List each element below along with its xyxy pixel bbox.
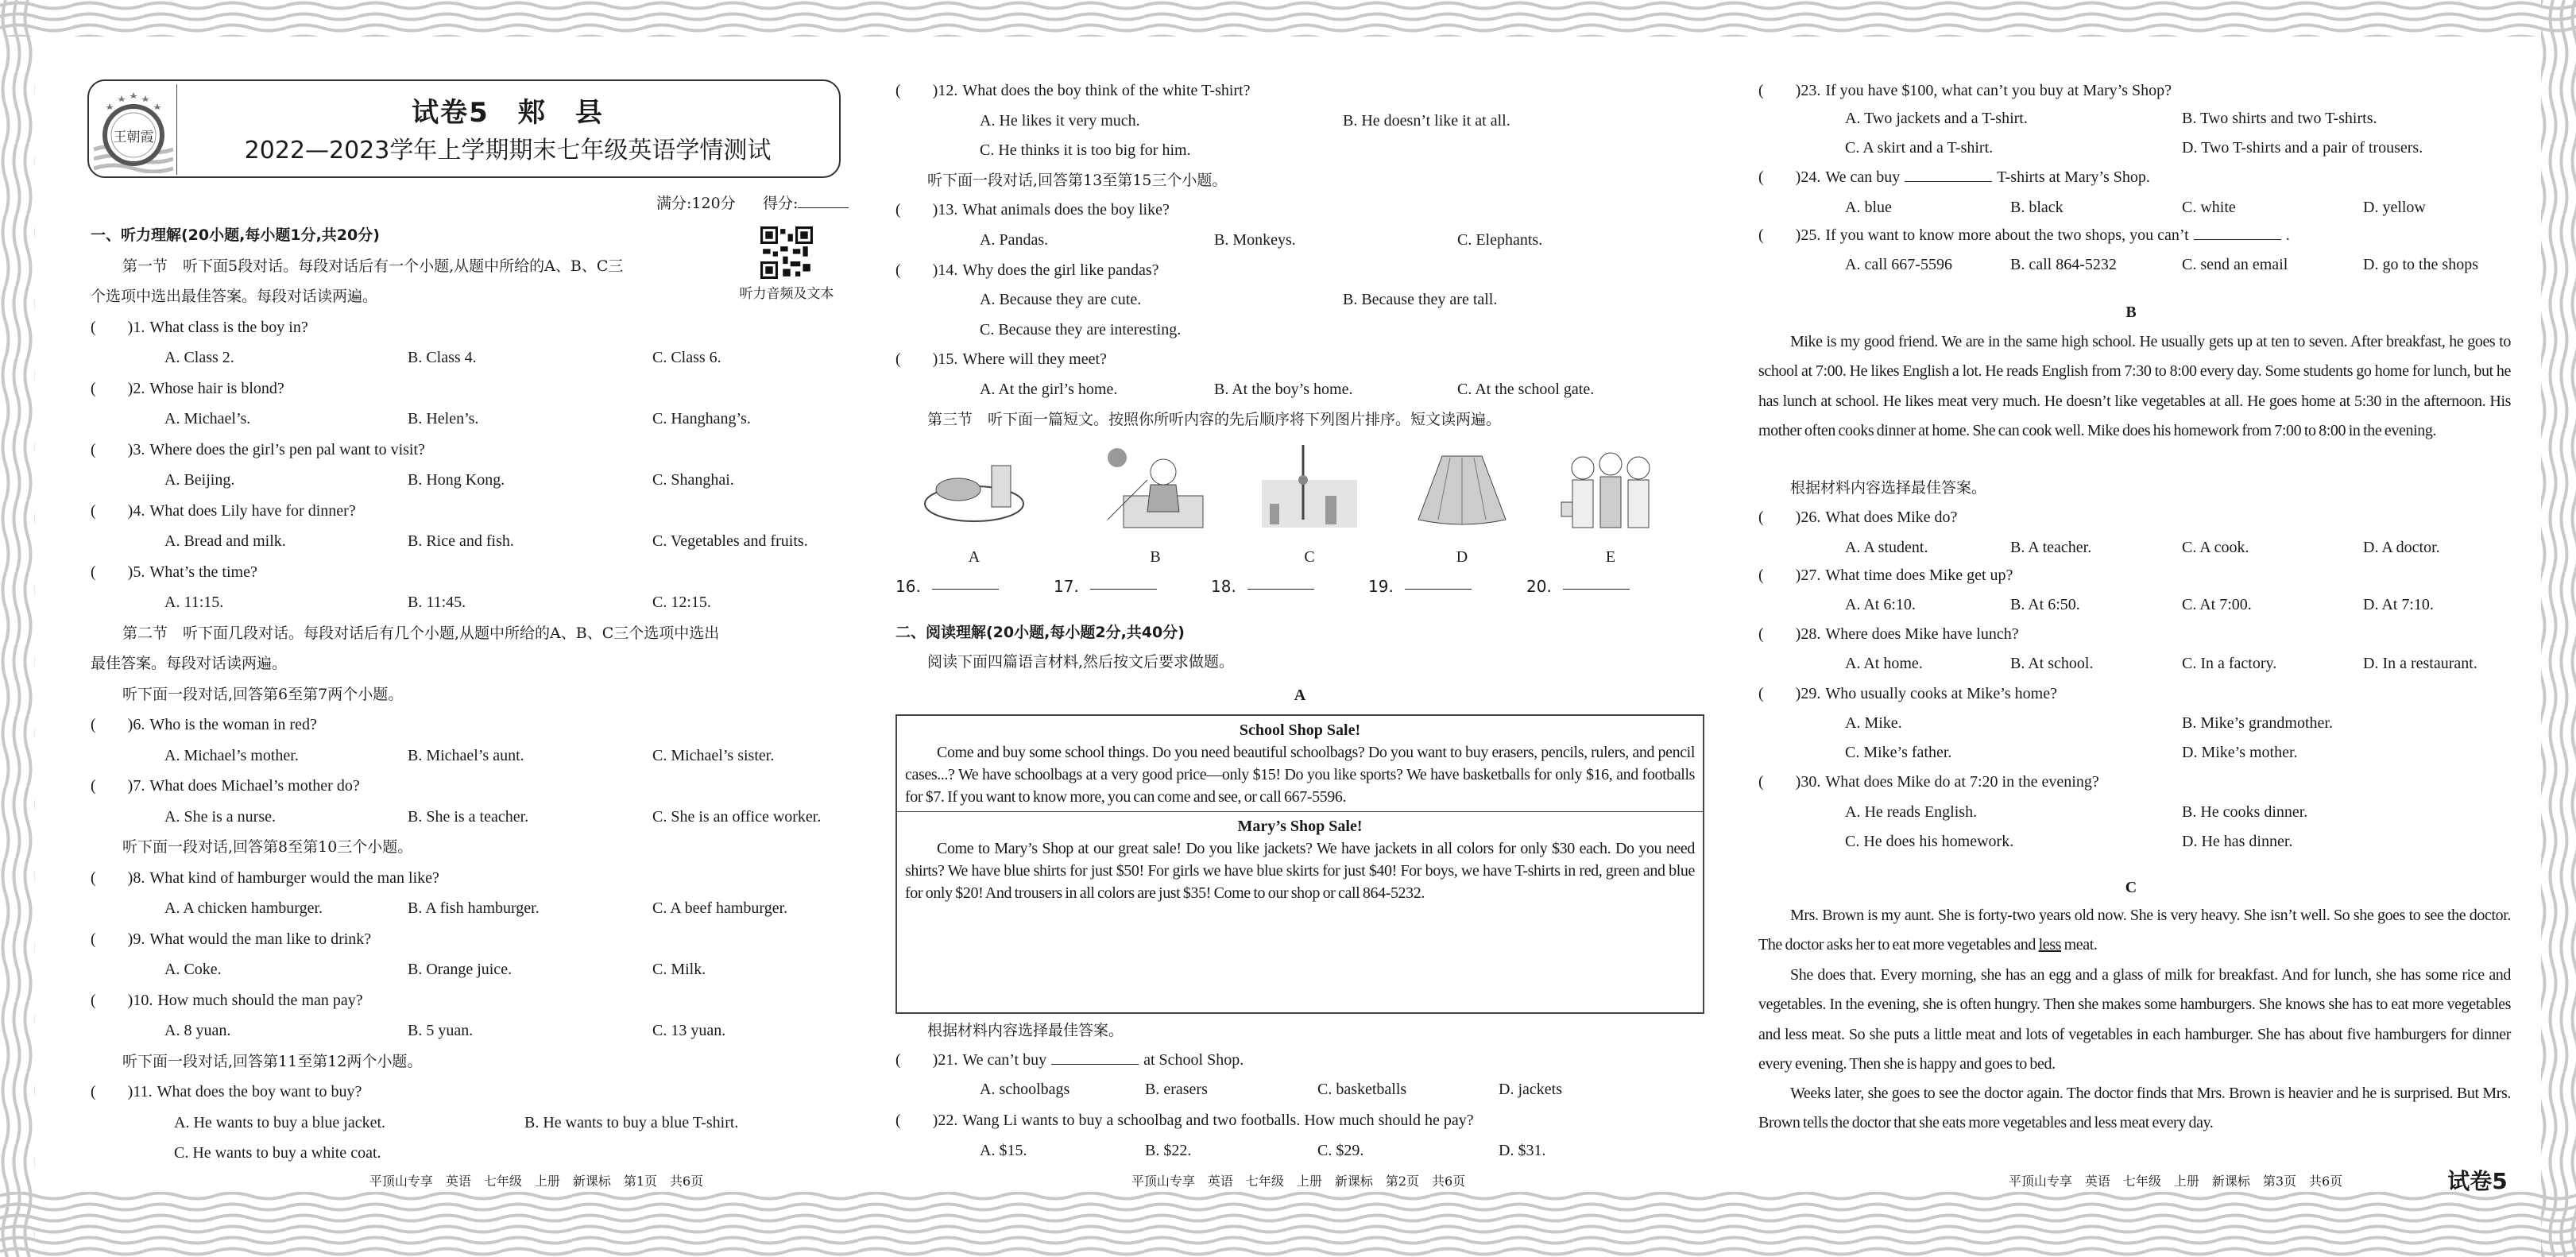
option-d[interactable]: D. go to the shops (2363, 256, 2478, 273)
question-24 (1758, 162, 2150, 192)
option-a[interactable]: A. Coke. (164, 961, 222, 978)
reading-instructions: 阅读下面四篇语言材料,然后按文后要求做题。 (927, 653, 1235, 671)
option-c[interactable]: C. Milk. (652, 961, 706, 978)
ad-text: Come and buy some school things. Do you need beautiful schoolbags? Do you want to buy erasers, pencils, rulers, and pencil cases...? We have schoolbags at a very good price—only $15! Do you like sports? We have basketballs for only $16, and footballs for $7. If you want to know more, you can come and see, or call 667-5596. (905, 744, 1695, 806)
option-a[interactable]: A. He wants to buy a blue jacket. (174, 1113, 386, 1131)
question-26 (1758, 502, 1957, 532)
answer-bracket-open[interactable]: ( (91, 777, 96, 795)
option-a[interactable]: A. 8 yuan. (164, 1022, 231, 1039)
question-number: 14. (938, 261, 958, 279)
part2-instructions: 最佳答案。每段对话读两遍。 (91, 655, 288, 672)
answer-bracket-close: ) (127, 440, 133, 458)
question-5 (91, 557, 257, 587)
option-b[interactable]: B. A fish hamburger. (408, 899, 540, 917)
answer-bracket-open[interactable]: ( (895, 350, 901, 369)
answer-line-wrap[interactable] (1398, 571, 1472, 601)
answer-blank-20: 20. (1526, 577, 1552, 596)
fill-blank[interactable] (2194, 223, 2281, 240)
question-7 (91, 771, 360, 801)
option-d[interactable]: D. Mike’s mother. (2182, 744, 2298, 761)
question-text: We can buy (1825, 168, 1901, 186)
ad-text: Come to Mary’s Shop at our great sale! Do you like jackets? We have jackets in all colors for only $30 each. Do you need shirts? We have blue shirts for just $50! For girls we have blue skirts for just $40! For boys, we have T-shirts in red, green and blue for only $20! And trousers in all colors are just $35! Come to our shop or call 864-5232. (905, 840, 1695, 902)
fill-blank[interactable] (1905, 165, 1992, 182)
option-b[interactable]: B. At the boy’s home. (1214, 381, 1353, 398)
question-text: If you want to know more about the two shops, you can’t (1825, 226, 2189, 244)
option-b[interactable]: B. He wants to buy a blue T-shirt. (524, 1113, 739, 1131)
option-b[interactable]: B. 11:45. (408, 594, 466, 611)
option-c[interactable]: C. A skirt and a T-shirt. (1845, 139, 1994, 157)
question-number: 6. (133, 716, 145, 733)
question-number: 5. (133, 563, 145, 581)
option-a[interactable]: A. A student. (1845, 539, 1928, 556)
text: meat. (2061, 936, 2098, 954)
question-text: Who usually cooks at Mike’s home? (1825, 685, 2057, 702)
question-number: 1. (133, 318, 145, 336)
answer-line[interactable] (1405, 573, 1472, 590)
option-a[interactable]: A. Michael’s. (164, 410, 251, 427)
ad-title: School Shop Sale! (1239, 721, 1361, 739)
question-text: Where does the girl’s pen pal want to visit? (149, 440, 425, 458)
question-text: We can’t buy (962, 1051, 1047, 1069)
option-b[interactable]: B. At 6:50. (2010, 596, 2080, 613)
question-text: How much should the man pay? (157, 991, 363, 1009)
answer-bracket-open[interactable]: ( (1758, 226, 1764, 244)
option-b[interactable]: B. She is a teacher. (408, 807, 529, 826)
answer-bracket-open[interactable]: ( (1758, 625, 1764, 643)
option-b[interactable]: B. $22. (1145, 1142, 1192, 1159)
option-a[interactable]: A. He likes it very much. (980, 111, 1140, 130)
answer-bracket-open[interactable]: ( (91, 501, 96, 520)
exam-header (87, 79, 841, 178)
option-b[interactable]: B. Because they are tall. (1343, 291, 1498, 309)
answer-bracket-close: ) (932, 350, 938, 369)
answer-bracket-close: ) (1795, 168, 1801, 186)
question-number: 11. (133, 1083, 153, 1100)
answer-bracket-close: ) (127, 379, 133, 397)
option-c[interactable]: C. She is an office worker. (652, 807, 822, 826)
question-text: What does Lily have for dinner? (149, 501, 356, 520)
section-listening-title: 一、听力理解(20小题,每小题1分,共20分) (91, 226, 380, 244)
answer-blank-17: 17. (1054, 577, 1079, 596)
qr-label: 听力音频及文本 (739, 286, 834, 302)
answer-bracket-open[interactable]: ( (1758, 509, 1764, 526)
girl-waking-up-picture (1100, 440, 1211, 539)
passage-a-label: A (1294, 687, 1306, 704)
option-c[interactable]: C. $29. (1317, 1142, 1364, 1159)
option-c[interactable]: C. Vegetables and fruits. (652, 532, 808, 550)
exam-subtitle: 2022—2023学年上学期期末七年级英语学情测试 (244, 137, 772, 164)
passage-b-label: B (2125, 304, 2137, 321)
option-a[interactable]: A. Class 2. (164, 349, 234, 366)
question-text: What would the man like to drink? (149, 930, 372, 948)
question-text: What does Mike do? (1825, 509, 1958, 526)
question-text: What does Mike do at 7:20 in the evening? (1825, 773, 2099, 791)
text: Mrs. Brown is my aunt. She is forty-two years old now. She is very heavy. She isn’t well. So she goes to see the doctor. The doctor asks her to eat more vegetables and (1758, 907, 2511, 954)
answer-line-wrap[interactable] (1084, 571, 1157, 601)
option-a[interactable]: A. schoolbags (980, 1081, 1070, 1098)
question-6 (91, 710, 317, 740)
question-text: Whose hair is blond? (149, 379, 284, 397)
picture-label: C (1304, 548, 1315, 566)
option-a[interactable]: A. Michael’s mother. (164, 746, 299, 764)
question-number: 26. (1800, 509, 1821, 526)
option-b[interactable]: B. call 864-5232 (2010, 256, 2117, 273)
answer-bracket-open[interactable]: ( (91, 563, 96, 581)
part3-instructions: 第三节 听下面一篇短文。按照你所听内容的先后顺序将下列图片排序。短文读两遍。 (927, 410, 1502, 428)
question-2 (91, 373, 284, 404)
ad-title: Mary’s Shop Sale! (1237, 818, 1363, 835)
girls-shopping-picture (1555, 440, 1666, 539)
answer-bracket-close: ) (932, 1051, 938, 1069)
option-b[interactable]: B. black (2010, 199, 2064, 216)
school-shop-ad (897, 716, 1703, 808)
question-number: 24. (1800, 168, 1821, 186)
reading-prompt: 根据材料内容选择最佳答案。 (927, 1022, 1124, 1039)
question-number: 21. (938, 1051, 958, 1069)
option-b[interactable]: B. Helen’s. (408, 410, 479, 427)
question-text: What animals does the boy like? (962, 201, 1170, 219)
exam-title: 试卷5 郏 县 (412, 97, 604, 129)
paper-number-label: 试卷5 (2447, 1168, 2508, 1194)
option-a[interactable]: A. Two jackets and a T-shirt. (1845, 110, 2028, 127)
question-1 (91, 312, 308, 342)
option-b[interactable]: B. 5 yuan. (408, 1022, 474, 1039)
option-b[interactable]: B. Rice and fish. (408, 532, 514, 550)
question-text: Wang Li wants to buy a schoolbag and two footballs. How much should he pay? (962, 1112, 1474, 1129)
question-number: 30. (1800, 773, 1821, 791)
question-30 (1758, 767, 2099, 797)
page-footer: 平顶山专享 英语 七年级 上册 新课标 第1页 共6页 (369, 1174, 704, 1189)
answer-bracket-open[interactable]: ( (91, 440, 96, 458)
answer-bracket-close: ) (127, 868, 133, 887)
question-11 (91, 1077, 362, 1107)
question-text: What does the boy want to buy? (157, 1083, 362, 1100)
answer-bracket-open[interactable]: ( (1758, 567, 1764, 584)
option-b[interactable]: B. Michael’s aunt. (408, 746, 524, 764)
question-21 (895, 1045, 1244, 1075)
question-9 (91, 924, 371, 954)
question-22 (895, 1105, 1474, 1135)
option-b[interactable]: B. Hong Kong. (408, 471, 505, 489)
option-a[interactable]: A. Mike. (1845, 714, 1902, 732)
question-number: 22. (938, 1112, 958, 1129)
full-score: 满分:120分 (656, 195, 736, 212)
option-a[interactable]: A. A chicken hamburger. (164, 899, 323, 917)
question-text: Where does Mike have lunch? (1825, 625, 2019, 643)
option-c[interactable]: C. A beef hamburger. (652, 899, 788, 917)
passage-c-para-1 (1758, 901, 2511, 961)
question-text: If you have $100, what can’t you buy at Mary’s Shop? (1825, 82, 2172, 99)
option-c[interactable]: C. He does his homework. (1845, 833, 2014, 850)
option-b[interactable]: B. He cooks dinner. (2182, 803, 2308, 821)
option-a[interactable]: A. She is a nurse. (164, 807, 276, 826)
answer-bracket-close: ) (932, 261, 938, 279)
question-23 (1758, 75, 2172, 106)
question-number: 23. (1800, 82, 1821, 99)
answer-bracket-close: ) (1795, 226, 1801, 244)
option-b[interactable]: B. At school. (2010, 655, 2094, 672)
option-c[interactable]: C. At 7:00. (2182, 596, 2252, 613)
question-12 (895, 75, 1251, 106)
question-number: 2. (133, 379, 145, 397)
question-number: 13. (938, 201, 958, 219)
answer-bracket-open[interactable]: ( (895, 82, 901, 99)
option-a[interactable]: A. Bread and milk. (164, 532, 286, 550)
question-text: Who is the woman in red? (149, 716, 317, 733)
option-d[interactable]: D. Two T-shirts and a pair of trousers. (2182, 139, 2423, 157)
option-a[interactable]: A. At 6:10. (1845, 596, 1916, 613)
answer-line[interactable] (1090, 573, 1157, 590)
picture-label: E (1605, 548, 1616, 566)
option-c[interactable]: C. Class 6. (652, 349, 721, 366)
option-b[interactable]: B. erasers (1145, 1081, 1208, 1098)
picture-label: B (1150, 548, 1161, 566)
answer-blank-16: 16. (895, 577, 921, 596)
answer-bracket-close: ) (1795, 685, 1801, 702)
answer-bracket-open[interactable]: ( (91, 868, 96, 887)
option-c[interactable]: C. Michael’s sister. (652, 746, 775, 764)
question-number: 12. (938, 82, 958, 99)
answer-line[interactable] (932, 573, 999, 590)
question-text: Why does the girl like pandas? (962, 261, 1159, 279)
question-number: 29. (1800, 685, 1821, 702)
question-4 (91, 496, 356, 526)
question-14 (895, 255, 1159, 285)
question-text: What’s the time? (149, 563, 257, 581)
answer-line-wrap[interactable] (1241, 571, 1314, 601)
dialogue-prompt: 听下面一段对话,回答第6至第7两个小题。 (122, 685, 404, 703)
question-number: 27. (1800, 567, 1821, 584)
option-c[interactable]: C. 12:15. (652, 594, 711, 611)
dialogue-prompt: 听下面一段对话,回答第11至第12两个小题。 (122, 1052, 423, 1070)
question-text-after: at School Shop. (1143, 1051, 1244, 1069)
answer-bracket-open[interactable]: ( (1758, 82, 1764, 99)
question-number: 9. (133, 930, 145, 948)
option-c[interactable]: C. Because they are interesting. (980, 320, 1182, 338)
answer-bracket-close: ) (127, 563, 133, 581)
option-c[interactable]: C. Mike’s father. (1845, 744, 1952, 761)
question-27 (1758, 560, 2013, 590)
option-b[interactable]: B. Class 4. (408, 349, 477, 366)
question-28 (1758, 619, 2019, 649)
page-footer: 平顶山专享 英语 七年级 上册 新课标 第2页 共6页 (1131, 1174, 1466, 1189)
option-d[interactable]: D. yellow (2363, 199, 2426, 216)
option-a[interactable]: A. Because they are cute. (980, 291, 1142, 309)
underlined-word: less (2038, 936, 2062, 954)
option-c[interactable]: C. In a factory. (2182, 655, 2277, 672)
answer-bracket-open[interactable]: ( (895, 201, 901, 219)
option-b[interactable]: B. A teacher. (2010, 539, 2092, 556)
option-c[interactable]: C. He wants to buy a white coat. (174, 1144, 381, 1162)
option-a[interactable]: A. At the girl’s home. (980, 381, 1118, 398)
option-c[interactable]: C. A cook. (2182, 539, 2249, 556)
question-number: 4. (133, 501, 145, 520)
passage-c-para-2: She does that. Every morning, she has an egg and a glass of milk for breakfast. And for lunch, she has some rice and vegetables. In the evening, she is often hungry. Then she makes some hamburgers. She knows she has to eat more vegetables and less meat. So she puts a little meat and lots of vegetables in each hamburger. She has about five hamburgers for dinner every evening. Then she is happy and goes to bed. (1758, 966, 2511, 1073)
option-a[interactable]: A. Beijing. (164, 471, 235, 489)
answer-bracket-close: ) (932, 201, 938, 219)
part1-instructions: 第一节 听下面5段对话。每段对话后有一个小题,从题中所给的A、B、C三 (122, 257, 624, 275)
option-c[interactable]: C. white (2182, 199, 2236, 216)
question-number: 25. (1800, 226, 1821, 244)
question-15 (895, 344, 1107, 374)
answer-line[interactable] (1563, 573, 1630, 590)
option-a[interactable]: A. He reads English. (1845, 803, 1978, 821)
option-c[interactable]: C. 13 yuan. (652, 1022, 726, 1039)
svg-text:王朝霞: 王朝霞 (113, 130, 154, 145)
answer-line-wrap[interactable] (1557, 571, 1630, 601)
answer-bracket-open[interactable]: ( (91, 379, 96, 397)
qr-code-icon[interactable] (760, 226, 813, 279)
answer-bracket-close: ) (127, 930, 133, 948)
city-tower-picture (1254, 440, 1365, 539)
section-reading-title: 二、阅读理解(20小题,每小题2分,共40分) (895, 624, 1185, 641)
passage-c-label: C (2125, 879, 2137, 896)
option-c[interactable]: C. Elephants. (1457, 231, 1543, 249)
skirt-picture (1406, 440, 1518, 539)
dialogue-prompt: 听下面一段对话,回答第13至第15三个小题。 (927, 171, 1228, 189)
dialogue-prompt: 听下面一段对话,回答第8至第10三个小题。 (122, 838, 413, 856)
picture-label: D (1456, 548, 1468, 566)
question-8 (91, 863, 439, 893)
option-d[interactable]: D. jackets (1499, 1081, 1562, 1098)
question-number: 3. (133, 440, 145, 458)
part2-instructions: 第二节 听下面几段对话。每段对话后有几个小题,从题中所给的A、B、C三个选项中选出 (122, 624, 720, 642)
question-text: What does Michael’s mother do? (149, 777, 360, 795)
question-number: 10. (133, 991, 153, 1009)
option-b[interactable]: B. Mike’s grandmother. (2182, 714, 2333, 732)
question-number: 15. (938, 350, 958, 369)
question-number: 8. (133, 868, 145, 887)
option-c[interactable]: C. He thinks it is too big for him. (980, 141, 1191, 160)
answer-bracket-close: ) (1795, 82, 1801, 99)
question-text-after: . (2285, 226, 2290, 244)
answer-bracket-close: ) (1795, 625, 1801, 643)
answer-bracket-close: ) (127, 777, 133, 795)
answer-bracket-close: ) (127, 1083, 133, 1100)
part1-instructions: 个选项中选出最佳答案。每段对话读两遍。 (91, 288, 378, 305)
question-text-after: T-shirts at Mary’s Shop. (1997, 168, 2150, 186)
option-a[interactable]: A. blue (1845, 199, 1892, 216)
option-d[interactable]: D. A doctor. (2363, 539, 2440, 556)
answer-line-wrap[interactable] (926, 571, 999, 601)
question-text: What time does Mike get up? (1825, 567, 2013, 584)
reading-a-ads (895, 714, 1704, 1014)
marys-shop-ad (897, 812, 1703, 904)
option-b[interactable]: B. Two shirts and two T-shirts. (2182, 110, 2377, 127)
answer-bracket-open[interactable]: ( (91, 318, 96, 336)
option-d[interactable]: D. $31. (1499, 1142, 1546, 1159)
option-a[interactable]: A. 11:15. (164, 594, 224, 611)
answer-bracket-close: ) (1795, 773, 1801, 791)
option-c[interactable]: C. At the school gate. (1457, 381, 1595, 398)
option-b[interactable]: B. Orange juice. (408, 961, 512, 978)
answer-bracket-open[interactable]: ( (91, 1083, 96, 1100)
option-c[interactable]: C. Shanghai. (652, 471, 734, 489)
answer-bracket-close: ) (1795, 509, 1801, 526)
option-d[interactable]: D. He has dinner. (2182, 833, 2293, 850)
question-number: 28. (1800, 625, 1821, 643)
option-b[interactable]: B. He doesn’t like it at all. (1343, 111, 1510, 130)
answer-bracket-close: ) (127, 318, 133, 336)
answer-blank-19: 19. (1368, 577, 1394, 596)
question-text: What kind of hamburger would the man like? (149, 868, 439, 887)
option-a[interactable]: A. At home. (1845, 655, 1923, 672)
score-label-text: 得分: (763, 195, 799, 212)
answer-bracket-close: ) (127, 991, 133, 1009)
answer-bracket-close: ) (127, 716, 133, 733)
option-a[interactable]: A. call 667-5596 (1845, 256, 1952, 273)
answer-bracket-open[interactable]: ( (91, 991, 96, 1009)
question-25 (1758, 220, 2290, 250)
answer-bracket-open[interactable]: ( (1758, 168, 1764, 186)
bread-and-milk-picture (919, 440, 1030, 539)
answer-bracket-open[interactable]: ( (91, 716, 96, 733)
answer-bracket-close: ) (127, 501, 133, 520)
question-10 (91, 985, 363, 1015)
option-d[interactable]: D. In a restaurant. (2363, 655, 2477, 672)
option-c[interactable]: C. send an email (2182, 256, 2288, 273)
answer-bracket-open[interactable]: ( (1758, 685, 1764, 702)
answer-bracket-close: ) (932, 1112, 938, 1129)
reading-prompt: 根据材料内容选择最佳答案。 (1790, 479, 1987, 497)
score-blank[interactable] (798, 191, 849, 208)
option-d[interactable]: D. At 7:10. (2363, 596, 2434, 613)
answer-line[interactable] (1247, 573, 1314, 590)
question-29 (1758, 679, 2057, 709)
answer-bracket-open[interactable]: ( (91, 930, 96, 948)
option-c[interactable]: C. Hanghang’s. (652, 410, 751, 427)
answer-bracket-open[interactable]: ( (895, 261, 901, 279)
option-c[interactable]: C. basketballs (1317, 1081, 1407, 1098)
question-text: What does the boy think of the white T-shirt? (962, 82, 1251, 99)
score-label (763, 188, 849, 219)
question-number: 7. (133, 777, 145, 795)
answer-bracket-open[interactable]: ( (895, 1051, 901, 1069)
passage-b: Mike is my good friend. We are in the same high school. He usually gets up at ten to seven. After breakfast, he goes to school at 7:00. He likes English a lot. He reads English from 7:30 to 8:00 every day. Some students go home for lunch, but he has lunch at school. He likes meat very much. He doesn’t like vegetables at all. He goes home at 5:30 in the afternoon. His mother often cooks dinner at home. She can cook well. Mike does his homework from 7:00 to 8:00 in the evening. (1758, 333, 2511, 439)
fill-blank[interactable] (1051, 1048, 1139, 1065)
page-footer: 平顶山专享 英语 七年级 上册 新课标 第3页 共6页 (2008, 1174, 2343, 1189)
question-3 (91, 435, 425, 465)
question-text: Where will they meet? (962, 350, 1107, 369)
picture-label: A (968, 548, 981, 566)
question-text: What class is the boy in? (149, 318, 308, 336)
answer-bracket-close: ) (932, 82, 938, 99)
passage-c-para-3: Weeks later, she goes to see the doctor again. The doctor finds that Mrs. Brown is heavier and he is surprised. But Mrs. Brown tells the doctor that she eats more vegetables and less meat every day. (1758, 1085, 2511, 1132)
option-a[interactable]: A. Pandas. (980, 231, 1049, 249)
option-b[interactable]: B. Monkeys. (1214, 231, 1296, 249)
option-a[interactable]: A. $15. (980, 1142, 1027, 1159)
answer-bracket-close: ) (1795, 567, 1801, 584)
answer-bracket-open[interactable]: ( (1758, 773, 1764, 791)
answer-bracket-open[interactable]: ( (895, 1112, 901, 1129)
question-13 (895, 195, 1170, 225)
answer-blank-18: 18. (1211, 577, 1236, 596)
